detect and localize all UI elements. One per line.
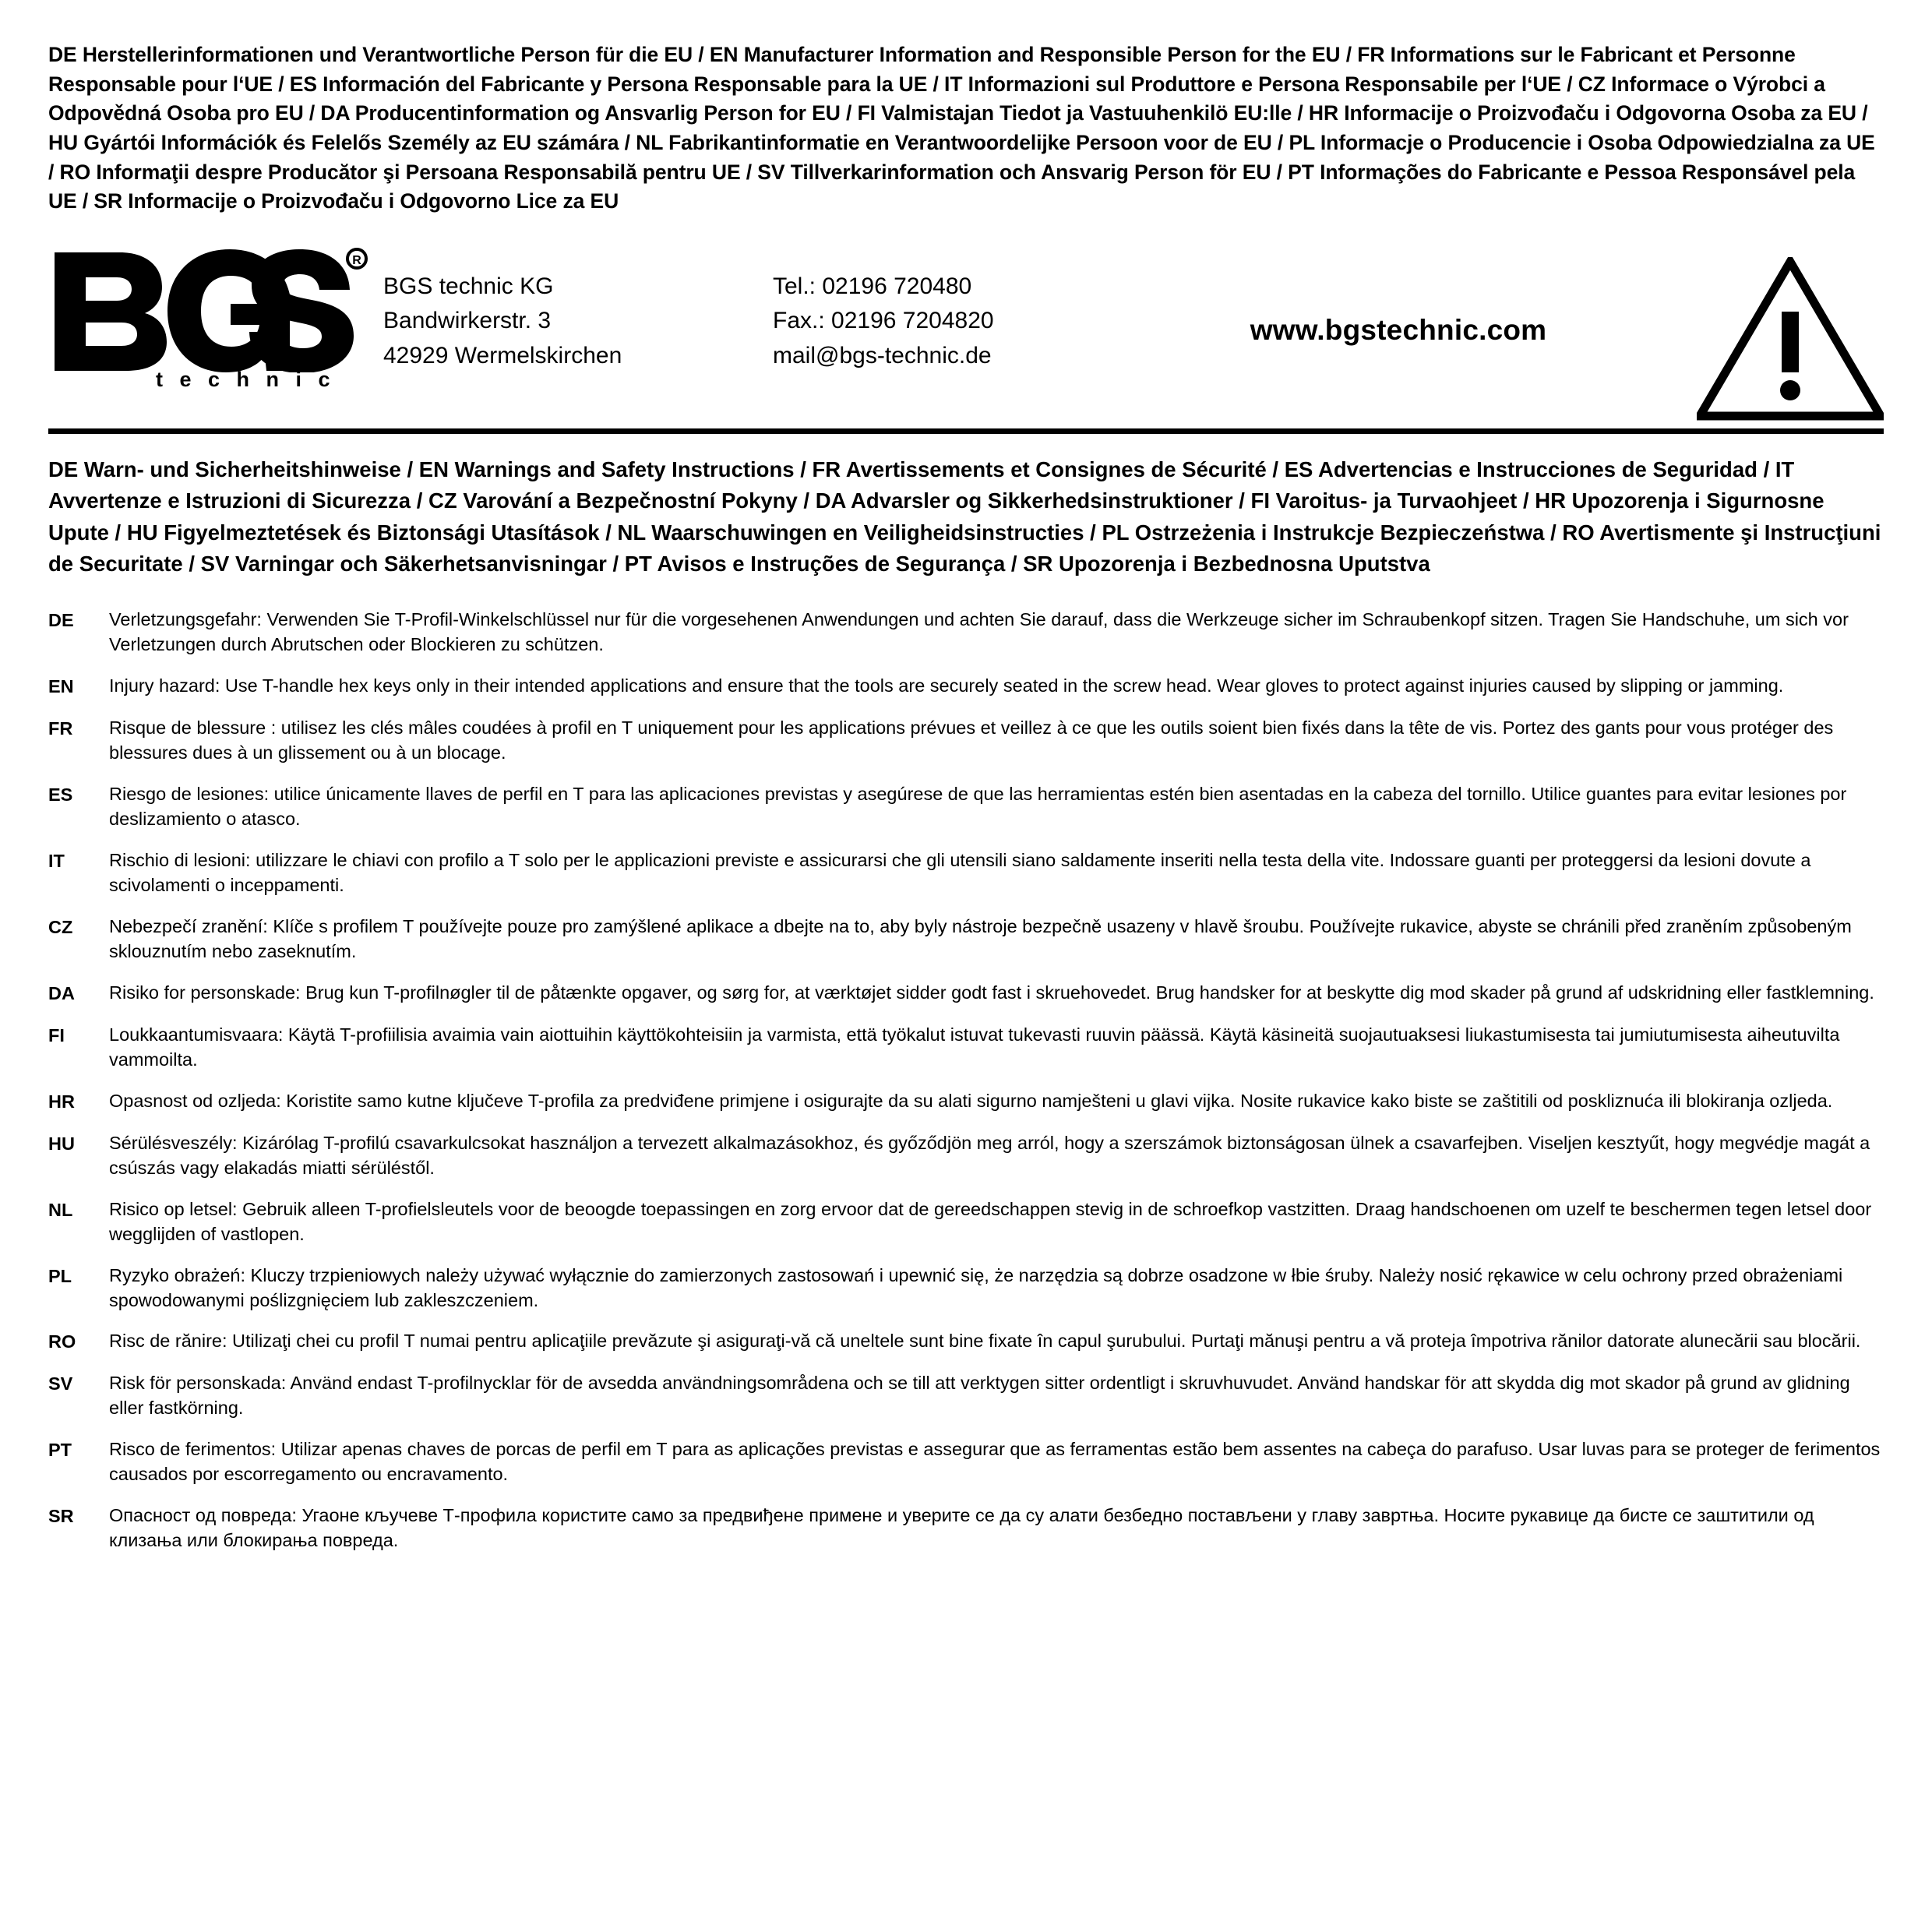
language-code: SR bbox=[48, 1506, 74, 1527]
company-address bbox=[383, 240, 773, 373]
warning-row-nl bbox=[48, 1197, 1884, 1247]
language-code: FR bbox=[48, 718, 73, 739]
bgs-logo-subtext: t e c h n i c bbox=[156, 367, 336, 391]
language-code: ES bbox=[48, 784, 73, 806]
warnings-list bbox=[48, 608, 1884, 1553]
warning-text: Опасност од повреда: Угаоне кључеве Т-профила користите само за предвиђене примене и уверите се да су алати безбедно постављени у главу завртња. Носите рукавице да бисте се заштитили од клизања или блокирања повреда. bbox=[109, 1505, 1814, 1551]
warning-text: Rischio di lesioni: utilizzare le chiavi con profilo a T solo per le applicazioni previste e assicurarsi che gli utensili siano saldamente inseriti nella testa della vite. Indossare guanti per proteggersi da lesioni dovute a scivolamenti o inceppamenti. bbox=[109, 850, 1811, 896]
company-tel: Tel.: 02196 720480 bbox=[773, 273, 972, 299]
language-code: PL bbox=[48, 1265, 72, 1286]
warning-row-it bbox=[48, 848, 1884, 898]
company-contact bbox=[773, 240, 1108, 373]
company-name: BGS technic KG bbox=[383, 273, 554, 299]
language-code: IT bbox=[48, 851, 65, 872]
warning-text: Risc de rănire: Utilizaţi chei cu profil T numai pentru aplicaţiile prevăzute şi asiguraţi-vă că uneltele sunt bine fixate în capul şurubului. Purtaţi mănuşi pentru a vă proteja împotriva rănilor datorate alunecării sau blocării. bbox=[109, 1331, 1861, 1352]
language-code: PT bbox=[48, 1440, 72, 1461]
warning-row-pl bbox=[48, 1264, 1884, 1313]
language-code: SV bbox=[48, 1373, 73, 1394]
warning-triangle-icon bbox=[1689, 240, 1884, 421]
language-code: RO bbox=[48, 1331, 76, 1352]
warning-row-hr bbox=[48, 1089, 1884, 1115]
warning-text: Risico op letsel: Gebruik alleen T-profielsleutels voor de beoogde toepassingen en zorg ervoor dat de gereedschappen stevig in de schroefkop vastzitten. Draag handschoenen om uzelf te beschermen tegen letsel door wegglijden of vastlopen. bbox=[109, 1198, 1872, 1244]
language-code: NL bbox=[48, 1199, 73, 1220]
company-city: 42929 Wermelskirchen bbox=[383, 342, 622, 368]
company-email[interactable]: mail@bgs-technic.de bbox=[773, 342, 992, 368]
language-code: HR bbox=[48, 1091, 75, 1112]
warning-row-hu bbox=[48, 1131, 1884, 1181]
warning-row-sv bbox=[48, 1371, 1884, 1421]
company-fax: Fax.: 02196 7204820 bbox=[773, 308, 994, 334]
language-code: FI bbox=[48, 1024, 65, 1045]
warning-text: Risque de blessure : utilisez les clés mâles coudées à profil en T uniquement pour les applications prévues et veillez à ce que les outils soient bien fixés dans la tête de vis. Portez des gants pour vous protéger des blessures dues à un glissement ou à un blocage. bbox=[109, 717, 1834, 763]
warning-text: Loukkaantumisvaara: Käytä T-profiilisia avaimia vain aiottuihin käyttökohteisiin ja varmista, että työkalut istuvat tukevasti ruuvin päässä. Käytä käsineitä suojautuaksesi liukastumisesta tai jumiutumisesta aiheutuvilta vammoilta. bbox=[109, 1024, 1840, 1070]
warning-text: Nebezpečí zranění: Klíče s profilem T používejte pouze pro zamýšlené aplikace a dbejte na to, aby byly nástroje bezpečně usazeny v hlavě šroubu. Používejte rukavice, abyste se chránili před zraněním způsobeným sklouznutím nebo zaseknutím. bbox=[109, 916, 1852, 961]
company-street: Bandwirkerstr. 3 bbox=[383, 308, 552, 334]
svg-text:R: R bbox=[352, 253, 361, 267]
warning-text: Risiko for personskade: Brug kun T-profilnøgler til de påtænkte opgaver, og sørg for, at værktøjet sidder godt fast i skruehovedet. Brug handsker for at beskytte dig mod skader på grund af udskridning eller fastklemning. bbox=[109, 982, 1874, 1003]
warning-text: Riesgo de lesiones: utilice únicamente llaves de perfil en T para las aplicaciones previstas y asegúrese de que las herramientas estén bien asentadas en la cabeza del tornillo. Utilice guantes para evitar lesiones por deslizamiento o atasco. bbox=[109, 784, 1847, 830]
warning-text: Injury hazard: Use T-handle hex keys only in their intended applications and ensure that the tools are securely seated in the screw head. Wear gloves to protect against injuries caused by slipping or jamming. bbox=[109, 675, 1784, 696]
safety-instructions-heading: DE Warn- und Sicherheitshinweise / EN Warnings and Safety Instructions / FR Avertissements et Consignes de Sécurité / ES Advertencias e Instrucciones de Seguridad / IT Avvertenze e Istruzioni di Sicurezza / CZ Varování a Bezpečnostní Pokyny / DA Advarsler og Sikkerhedsinstruktioner / FI Varoitus- ja Turvaohjeet / HR Upozorenja i Sigurnosne Upute / HU Figyelmeztetések és Biztonsági Utasítások / NL Waarschuwingen en Veiligheidsinstructies / PL Ostrzeżenia i Instrukcje Bezpieczeństwa / RO Avertismente şi Instrucţiuni de Securitate / SV Varningar och Säkerhetsanvisningar / PT Avisos e Instruções de Segurança / SR Upozorenja i Bezbednosna Uputstva bbox=[48, 457, 1881, 576]
manufacturer-info-heading: DE Herstellerinformationen und Verantwortliche Person für die EU / EN Manufacturer Information and Responsible Person for the EU / FR Informations sur le Fabricant et Personne Responsable pour l‘UE / ES Información del Fabricante y Persona Responsable para la UE / IT Informazioni sul Produttore e Persona Responsabile per l‘UE / CZ Informace o Výrobci a Odpovědná Osoba pro EU / DA Producentinformation og Ansvarlig Person for EU / FI Valmistajan Tiedot ja Vastuuhenkilö EU:lle / HR Informacije o Proizvođaču i Odgovorna Osoba za EU / HU Gyártói Információk és Felelős Személy az EU számára / NL Fabrikantinformatie en Verantwoordelijke Persoon voor de EU / PL Informacje o Producencie i Osoba Odpowiedzialna za UE / RO Informaţii despre Producător şi Persoana Responsabilă pentru UE / SV Tillverkarinformation och Ansvarig Person för EU / PT Informações do Fabricante e Pessoa Responsável pela UE / SR Informacije o Proizvođaču i Odgovorno Lice za EU bbox=[48, 43, 1875, 213]
bgs-logo bbox=[48, 240, 383, 392]
warning-text: Opasnost od ozljeda: Koristite samo kutne ključeve T-profila za predviđene primjene i osigurajte da su alati sigurno namješteni u glavi vijka. Nosite rukavice kako biste se zaštitili od poskliznuća ili blokiranja ozljeda. bbox=[109, 1090, 1833, 1111]
warning-row-fi bbox=[48, 1023, 1884, 1073]
warning-row-sr bbox=[48, 1504, 1884, 1553]
warning-text: Sérülésveszély: Kizárólag T-profilú csavarkulcsokat használjon a tervezett alkalmazásokhoz, és győződjön meg arról, hogy a szerszámok biztonságosan ülnek a csavarfejben. Viseljen kesztyűt, hogy megvédje magát a csúszás vagy elakadás miatti sérüléstől. bbox=[109, 1132, 1870, 1178]
warning-text: Risk för personskada: Använd endast T-profilnycklar för de avsedda användningsområdena och se till att verktygen sitter ordentligt i skruvhuvudet. Använd handskar för att skydda dig mot skador på grund av glidning eller fastkörning. bbox=[109, 1373, 1850, 1419]
language-code: DE bbox=[48, 610, 74, 631]
warning-row-fr bbox=[48, 716, 1884, 766]
company-header bbox=[48, 234, 1884, 434]
warning-text: Risco de ferimentos: Utilizar apenas chaves de porcas de perfil em T para as aplicações previstas e assegurar que as ferramentas estão bem assentes na cabeça do parafuso. Usar luvas para se proteger de ferimentos causados por escorregamento ou encravamento. bbox=[109, 1439, 1881, 1485]
language-code: EN bbox=[48, 676, 74, 697]
warning-row-da bbox=[48, 981, 1884, 1007]
company-website[interactable]: www.bgstechnic.com bbox=[1250, 313, 1547, 346]
warning-row-ro bbox=[48, 1329, 1884, 1355]
language-code: DA bbox=[48, 982, 75, 1003]
warning-row-cz bbox=[48, 915, 1884, 964]
warning-text: Verletzungsgefahr: Verwenden Sie T-Profil-Winkelschlüssel nur für die vorgesehenen Anwendungen und achten Sie darauf, dass die Werkzeuge sicher im Schraubenkopf sitzen. Tragen Sie Handschuhe, um sich vor Verletzungen durch Abrutschen oder Blockieren zu schützen. bbox=[109, 609, 1849, 655]
warning-row-pt bbox=[48, 1437, 1884, 1487]
warning-row-es bbox=[48, 782, 1884, 832]
warning-row-en bbox=[48, 674, 1884, 700]
warning-text: Ryzyko obrażeń: Kluczy trzpieniowych należy używać wyłącznie do zamierzonych zastosowań i upewnić się, że narzędzia są dobrze osadzone w łbie śruby. Należy nosić rękawice w celu ochrony przed obrażeniami spowodowanymi poślizgnięciem lub zakleszczeniem. bbox=[109, 1264, 1843, 1310]
language-code: CZ bbox=[48, 917, 73, 938]
language-code: HU bbox=[48, 1133, 75, 1154]
warning-row-de bbox=[48, 608, 1884, 658]
